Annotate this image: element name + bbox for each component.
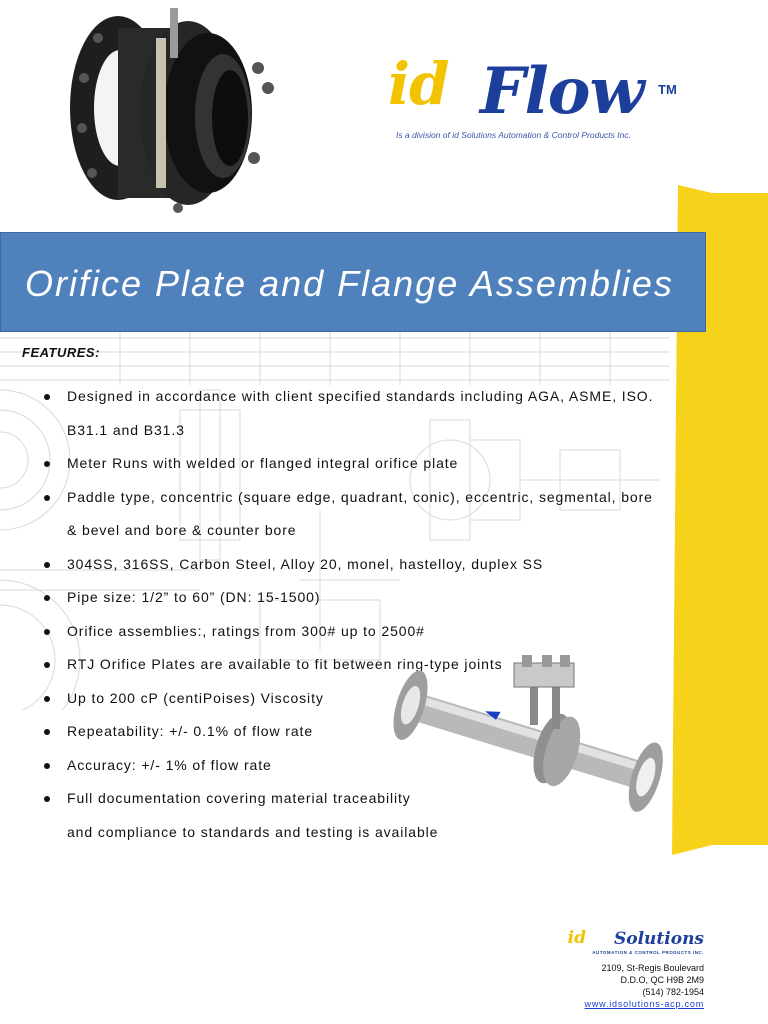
feature-item: Orifice assemblies:, ratings from 300# up to 2500# [0,615,700,649]
footer-contact [484,928,704,1010]
idflow-logo [388,40,678,150]
footer-logo-tagline: AUTOMATION & CONTROL PRODUCTS INC. [592,950,704,955]
footer-logo-id: id [567,928,586,948]
feature-item: Meter Runs with welded or flanged integral orifice plate [0,447,700,481]
bullet-icon [44,696,50,702]
bullet-icon [44,662,50,668]
bullet-icon [44,394,50,400]
footer-logo-solutions: Solutions [613,929,704,949]
address-line-2: D.D.O, QC H9B 2M9 [620,975,704,985]
logo-flow-text: Flow [480,54,644,129]
bullet-icon [44,595,50,601]
feature-item-continued: & bevel and bore & counter bore [67,522,297,538]
logo-trademark: TM [658,82,677,97]
meter-run-image [382,655,672,830]
feature-item: Up to 200 cP (centiPoises) Viscosity [0,682,700,716]
feature-item: Paddle type, concentric (square edge, quadrant, conic), eccentric, segmental, bore [0,481,700,515]
bullet-icon [44,796,50,802]
bullet-icon [44,763,50,769]
feature-item: Accuracy: +/- 1% of flow rate [0,749,700,783]
address-line-1: 2109, St-Regis Boulevard [601,963,704,973]
feature-item: Pipe size: 1/2” to 60” (DN: 15-1500) [0,581,700,615]
page-title: Orifice Plate and Flange Assemblies [25,263,674,304]
features-heading: FEATURES: [22,345,100,360]
bullet-icon [44,629,50,635]
feature-item: Repeatability: +/- 0.1% of flow rate [0,715,700,749]
bullet-icon [44,461,50,467]
logo-id-text: id [388,50,449,118]
feature-item-continued: and compliance to standards and testing is available [67,823,439,840]
feature-item: Full documentation covering material traceability [0,782,700,816]
bullet-icon [44,729,50,735]
title-banner [0,232,706,332]
phone-number: (514) 782-1954 [642,987,704,997]
feature-item: Designed in accordance with client specified standards including AGA, ASME, ISO. [0,380,700,414]
bullet-icon [44,495,50,501]
feature-item: RTJ Orifice Plates are available to fit between ring-type joints [0,648,700,682]
feature-item: 304SS, 316SS, Carbon Steel, Alloy 20, monel, hastelloy, duplex SS [0,548,700,582]
logo-tagline: Is a division of id Solutions Automation & Control Products Inc. [396,130,631,140]
idsolutions-logo [484,928,704,962]
bullet-icon [44,562,50,568]
flange-assembly-image [58,8,288,220]
website-link[interactable]: www.idsolutions-acp.com [584,999,704,1009]
feature-item-continued: B31.1 and B31.3 [67,421,185,438]
